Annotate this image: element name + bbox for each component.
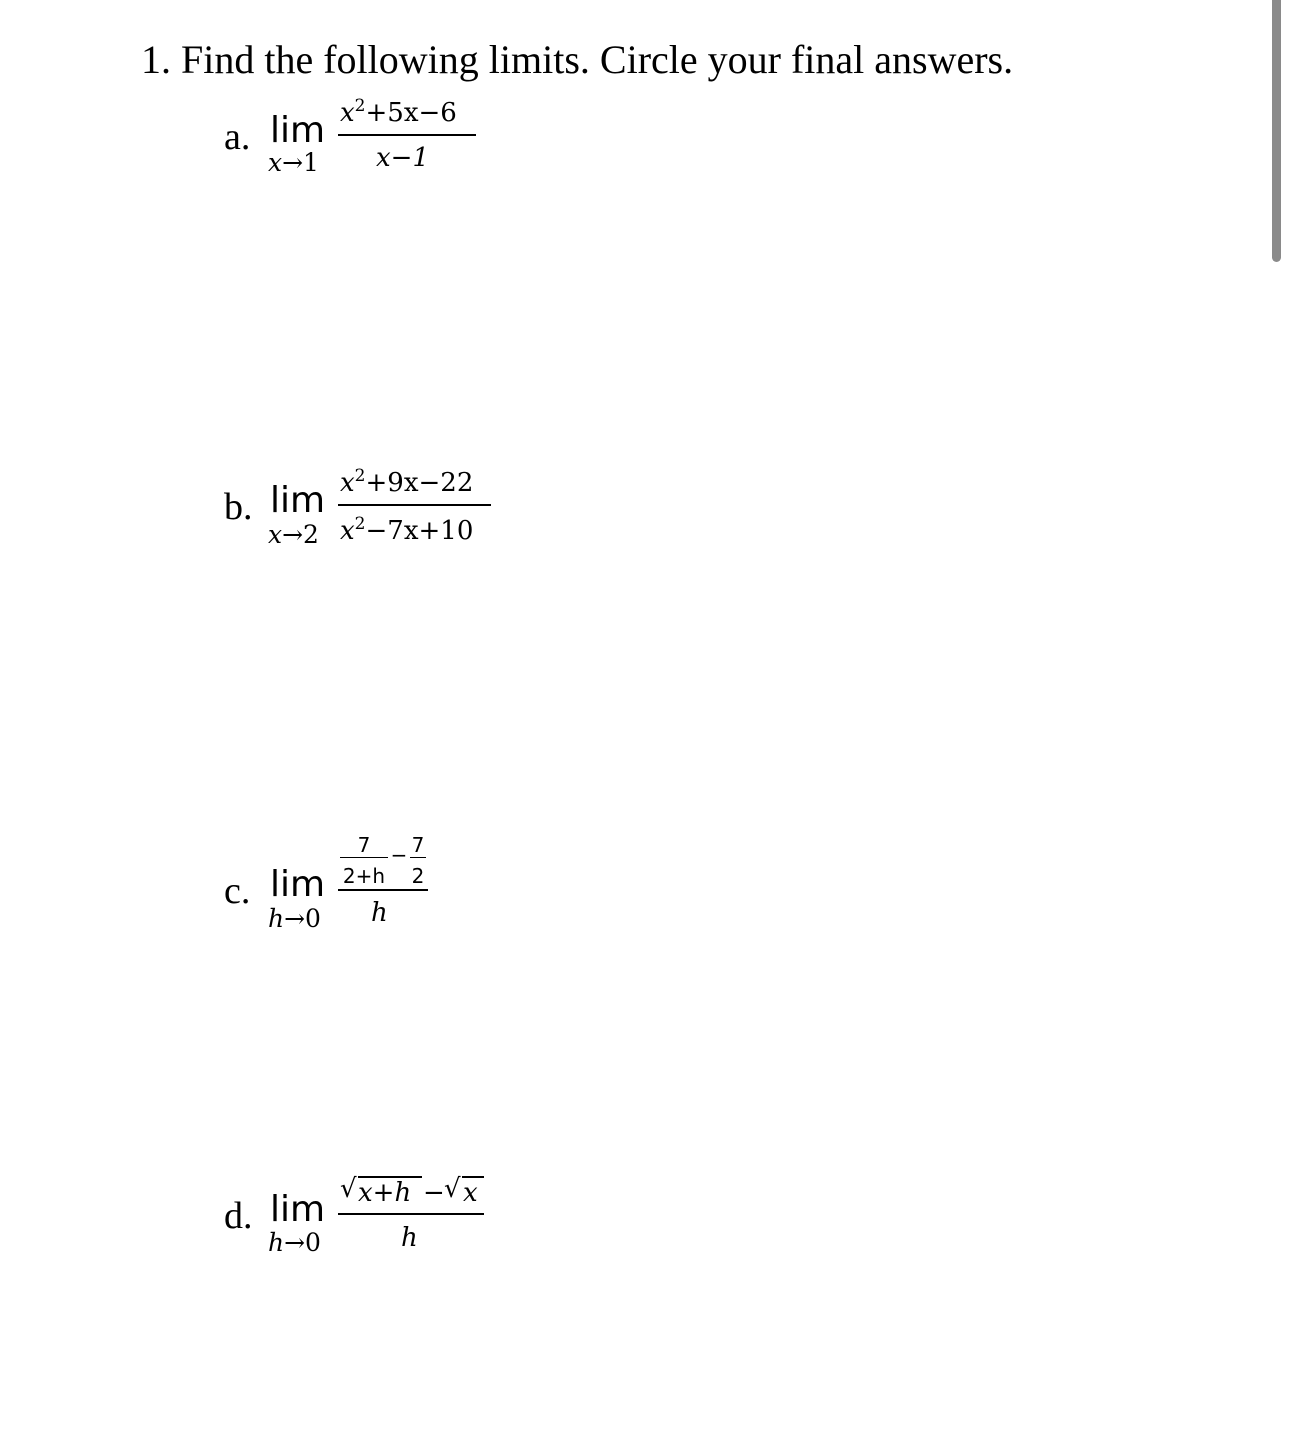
- problem-d-sqrt1-sign: √: [340, 1174, 357, 1204]
- problem-d-fraction-bar: [338, 1213, 484, 1215]
- problem-c-inner2-bar: [410, 857, 426, 858]
- problem-b-approach: x→2: [268, 520, 319, 549]
- problem-d-lim: lim: [270, 1189, 326, 1230]
- problem-c-approach: h→0: [268, 904, 321, 933]
- problem-d-label: d.: [224, 1195, 253, 1237]
- problem-a-lim: lim: [270, 110, 326, 151]
- problem-b-fraction-bar: [338, 504, 491, 506]
- problem-b-numerator: $x^2+9x-22$: [340, 466, 474, 498]
- problem-a-denominator: x−1: [376, 143, 429, 173]
- problem-d-minus: −: [423, 1178, 445, 1208]
- problem-c-minus: −: [390, 843, 408, 867]
- scrollbar[interactable]: [1272, 0, 1281, 262]
- problem-c-inner2-denominator: 2: [411, 864, 425, 888]
- problem-c-denominator: h: [371, 898, 388, 928]
- problem-d-denominator: h: [401, 1223, 418, 1253]
- question-title: 1. Find the following limits. Circle your final answers.: [141, 37, 1014, 82]
- problem-b-label: b.: [224, 486, 253, 528]
- problem-c-fraction-bar: [338, 889, 428, 891]
- problem-a-approach: x→1: [268, 148, 319, 177]
- problem-b-lim: lim: [270, 480, 326, 521]
- problem-d-sqrt2-sign: √: [444, 1174, 461, 1204]
- problem-a-fraction-bar: [338, 134, 476, 136]
- problem-b-denominator: $x^2-7x+10$: [340, 514, 474, 546]
- problem-c-inner1-bar: [340, 857, 388, 858]
- problem-c-inner1-numerator: 7: [357, 833, 371, 857]
- problem-d-root1: x+h: [358, 1178, 412, 1208]
- problem-c-lim: lim: [270, 864, 326, 905]
- problem-d-root2: x: [463, 1178, 478, 1208]
- problem-c-label: c.: [224, 870, 251, 912]
- problem-d-approach: h→0: [268, 1228, 321, 1257]
- problem-a-label: a.: [224, 116, 251, 158]
- problem-c-inner1-denominator: 2+h: [342, 864, 386, 888]
- problem-c-inner2-numerator: 7: [411, 833, 425, 857]
- problem-a-numerator: $x^2+5x-6$: [340, 96, 457, 128]
